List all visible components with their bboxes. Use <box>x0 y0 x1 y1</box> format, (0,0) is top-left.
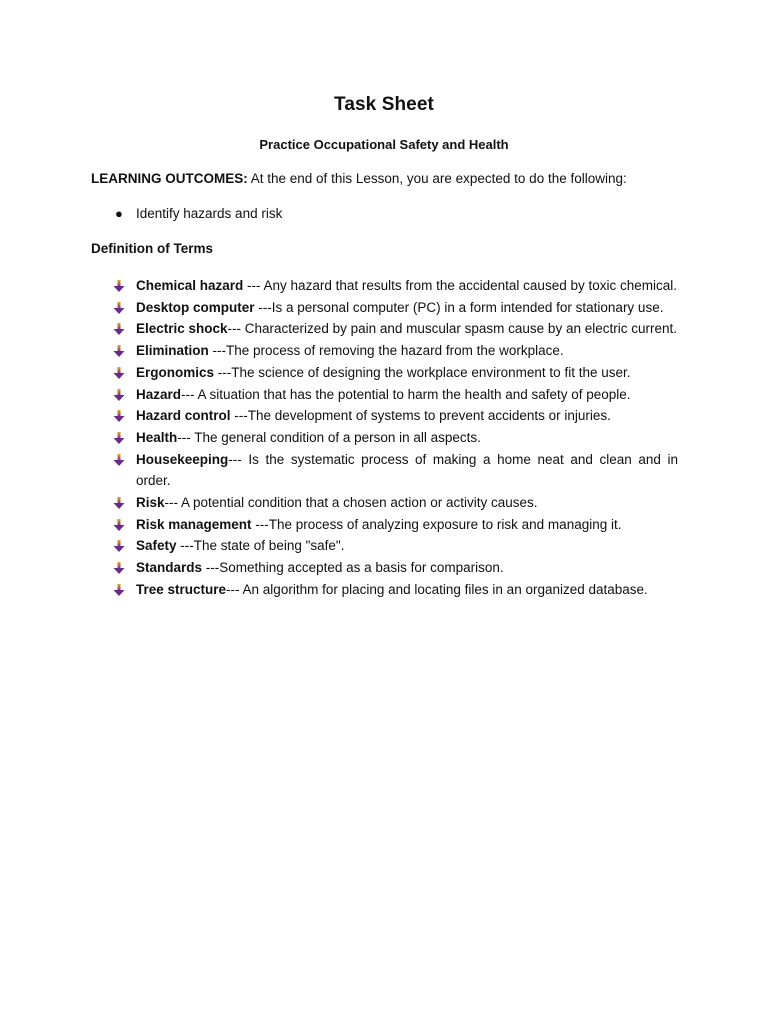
down-arrow-bullet-icon <box>112 453 126 467</box>
term-word: Elimination <box>136 343 209 359</box>
down-arrow-bullet-icon <box>112 583 126 597</box>
term-word: Health <box>136 429 178 445</box>
term-definition: ---The process of analyzing exposure to risk and managing it. <box>251 516 622 532</box>
term-definition: ---The science of designing the workplace environment to fit the user. <box>214 364 631 380</box>
down-arrow-bullet-icon <box>112 431 126 445</box>
term-definition: ---Something accepted as a basis for comparison. <box>202 560 504 576</box>
term-definition: ---Is a personal computer (PC) in a form intended for stationary use. <box>254 299 664 315</box>
down-arrow-bullet-icon <box>112 279 126 293</box>
down-arrow-bullet-icon <box>112 518 126 532</box>
term-item <box>112 340 678 362</box>
learning-outcomes <box>91 171 691 186</box>
term-item <box>112 405 678 427</box>
down-arrow-bullet-icon <box>112 301 126 315</box>
term-item <box>112 384 678 406</box>
learning-outcomes-text: At the end of this Lesson, you are expected to do the following: <box>247 171 627 186</box>
down-arrow-bullet-icon <box>112 388 126 402</box>
term-item <box>112 297 678 319</box>
term-word: Risk management <box>136 516 252 532</box>
page-title: Task Sheet <box>334 94 434 115</box>
term-definition: --- An algorithm for placing and locating files in an organized database. <box>226 581 648 597</box>
term-word: Standards <box>136 560 203 576</box>
term-definition: --- A potential condition that a chosen action or activity causes. <box>164 495 538 511</box>
term-definition: --- Is the systematic process of making a home neat and clean and in order. <box>136 451 678 489</box>
term-word: Chemical hazard <box>136 278 244 293</box>
bullet-dot-icon: ● <box>115 206 123 221</box>
down-arrow-bullet-icon <box>112 496 126 510</box>
down-arrow-bullet-icon <box>112 539 126 553</box>
term-definition: --- A situation that has the potential to harm the health and safety of people. <box>181 386 631 402</box>
outcome-bullet-item <box>115 206 282 221</box>
term-definition: ---The state of being "safe". <box>176 538 345 554</box>
down-arrow-bullet-icon <box>112 409 126 423</box>
down-arrow-bullet-icon <box>112 366 126 380</box>
term-word: Tree structure <box>136 581 227 597</box>
term-item <box>112 318 678 340</box>
term-item <box>112 427 678 449</box>
down-arrow-bullet-icon <box>112 322 126 336</box>
term-item <box>112 535 678 557</box>
term-word: Housekeeping <box>136 451 229 467</box>
term-word: Hazard control <box>136 408 231 424</box>
down-arrow-bullet-icon <box>112 344 126 358</box>
term-item <box>112 275 678 297</box>
page-subtitle: Practice Occupational Safety and Health <box>259 137 509 152</box>
term-word: Desktop computer <box>136 299 255 315</box>
definition-of-terms-heading: Definition of Terms <box>91 241 214 256</box>
term-word: Hazard <box>136 386 182 402</box>
outcome-bullet-text: Identify hazards and risk <box>136 206 283 221</box>
term-definition: ---The process of removing the hazard from the workplace. <box>208 343 564 359</box>
term-word: Ergonomics <box>136 364 215 380</box>
terms-list <box>112 275 678 601</box>
term-definition: --- Any hazard that results from the accidental caused by toxic chemical. <box>243 278 677 293</box>
term-word: Safety <box>136 538 177 554</box>
term-item <box>112 362 678 384</box>
term-definition: ---The development of systems to prevent accidents or injuries. <box>230 408 611 424</box>
term-word: Electric shock <box>136 321 228 337</box>
term-definition: --- Characterized by pain and muscular spasm cause by an electric current. <box>227 321 677 337</box>
term-item <box>112 579 678 601</box>
term-definition: --- The general condition of a person in all aspects. <box>177 429 481 445</box>
term-item <box>112 557 678 579</box>
term-item <box>112 492 678 514</box>
term-item <box>112 514 678 536</box>
term-item <box>112 449 678 492</box>
learning-outcomes-label: LEARNING OUTCOMES: <box>91 171 248 186</box>
term-word: Risk <box>136 495 165 511</box>
down-arrow-bullet-icon <box>112 561 126 575</box>
